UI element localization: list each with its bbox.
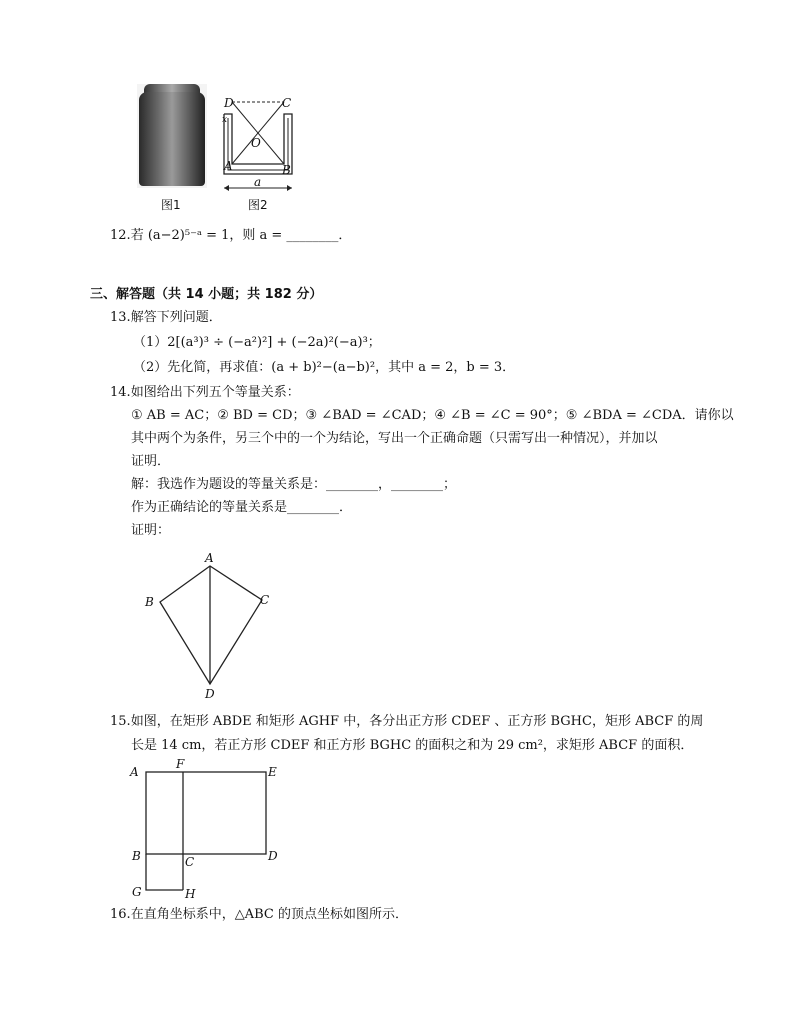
- rect-label-B: B: [132, 849, 141, 863]
- q14-kite-diagram: [140, 548, 280, 704]
- q14-answer2: 作为正确结论的等量关系是________．: [131, 500, 353, 515]
- q14-number: 14.: [110, 385, 131, 400]
- label-A: A: [224, 159, 233, 173]
- q13-intro: 解答下列问题．: [130, 310, 222, 325]
- figure-2-diagram: [218, 92, 298, 202]
- rect-label-A: A: [130, 765, 139, 779]
- kite-label-D: D: [205, 687, 215, 701]
- kite-label-A: A: [205, 551, 214, 565]
- q16-line: [110, 906, 408, 924]
- kite-label-B: B: [145, 595, 154, 609]
- kite-label-C: C: [260, 593, 270, 607]
- q13-number: 13.: [110, 310, 131, 325]
- figure-2-caption: 图2: [248, 198, 268, 212]
- q15-line2: 长是 14 cm，若正方形 CDEF 和正方形 BGHC 的面积之和为 29 cm²，求矩形 ABCF 的面积．: [131, 738, 694, 753]
- label-C: C: [282, 96, 292, 110]
- q14-line3: 证明．: [131, 454, 171, 469]
- q16-text: 在直角坐标系中，△ABC 的顶点坐标如图所示．: [130, 907, 408, 922]
- q13-line: [110, 309, 222, 327]
- label-a: a: [254, 175, 262, 189]
- q12-line: [110, 227, 351, 245]
- q14-line: [110, 384, 300, 402]
- q14-line1: ① AB = AC；② BD = CD；③ ∠BAD = ∠CAD；④ ∠B = ∠C = 90°；⑤ ∠BDA = ∠CDA．请你以: [131, 408, 734, 423]
- q13-part1: （1）2[(a³)³ ÷ (−a²)²] + (−2a)²(−a)³；: [133, 335, 381, 350]
- label-D: D: [224, 96, 234, 110]
- rect-label-E: E: [268, 765, 277, 779]
- q12-text: 若 (a−2)⁵⁻ᵃ = 1，则 a = ________．: [130, 228, 352, 243]
- rect-label-F: F: [176, 757, 185, 771]
- rect-label-G: G: [132, 885, 142, 899]
- q15-line1: 如图，在矩形 ABDE 和矩形 AGHF 中，各分出正方形 CDEF 、正方形 BGHC，矩形 ABCF 的周: [130, 714, 704, 729]
- square-bghc: [146, 854, 183, 890]
- figure-1-jar-photo: [137, 84, 207, 188]
- figure-1-caption: 图1: [161, 198, 181, 212]
- label-B: B: [282, 163, 291, 177]
- jar-body: [139, 92, 205, 186]
- kite-outline: [160, 566, 262, 684]
- section-3-title: 三、解答题（共 14 小题；共 182 分）: [90, 287, 323, 302]
- q12-number: 12.: [110, 228, 131, 243]
- rect-abde: [146, 772, 266, 854]
- q15-rectangle-diagram: [126, 756, 286, 902]
- label-x: x: [222, 115, 228, 125]
- q14-intro: 如图给出下列五个等量关系：: [130, 385, 300, 400]
- q14-answer1: 解：我选作为题设的等量关系是：________，________；: [131, 477, 457, 492]
- q14-line2: 其中两个为条件，另三个中的一个为结论，写出一个正确命题（只需写出一种情况），并加以: [131, 431, 658, 446]
- q15-line1-wrap: [110, 713, 703, 731]
- label-O: O: [251, 136, 261, 150]
- rect-label-H: H: [185, 887, 196, 901]
- q15-number: 15.: [110, 714, 131, 729]
- q13-part2: （2）先化简，再求值：(a + b)²−(a−b)²，其中 a = 2，b = 3．: [133, 360, 516, 375]
- rect-label-D: D: [268, 849, 278, 863]
- q14-proof: 证明：: [131, 523, 171, 538]
- rect-label-C: C: [185, 855, 195, 869]
- q16-number: 16.: [110, 907, 131, 922]
